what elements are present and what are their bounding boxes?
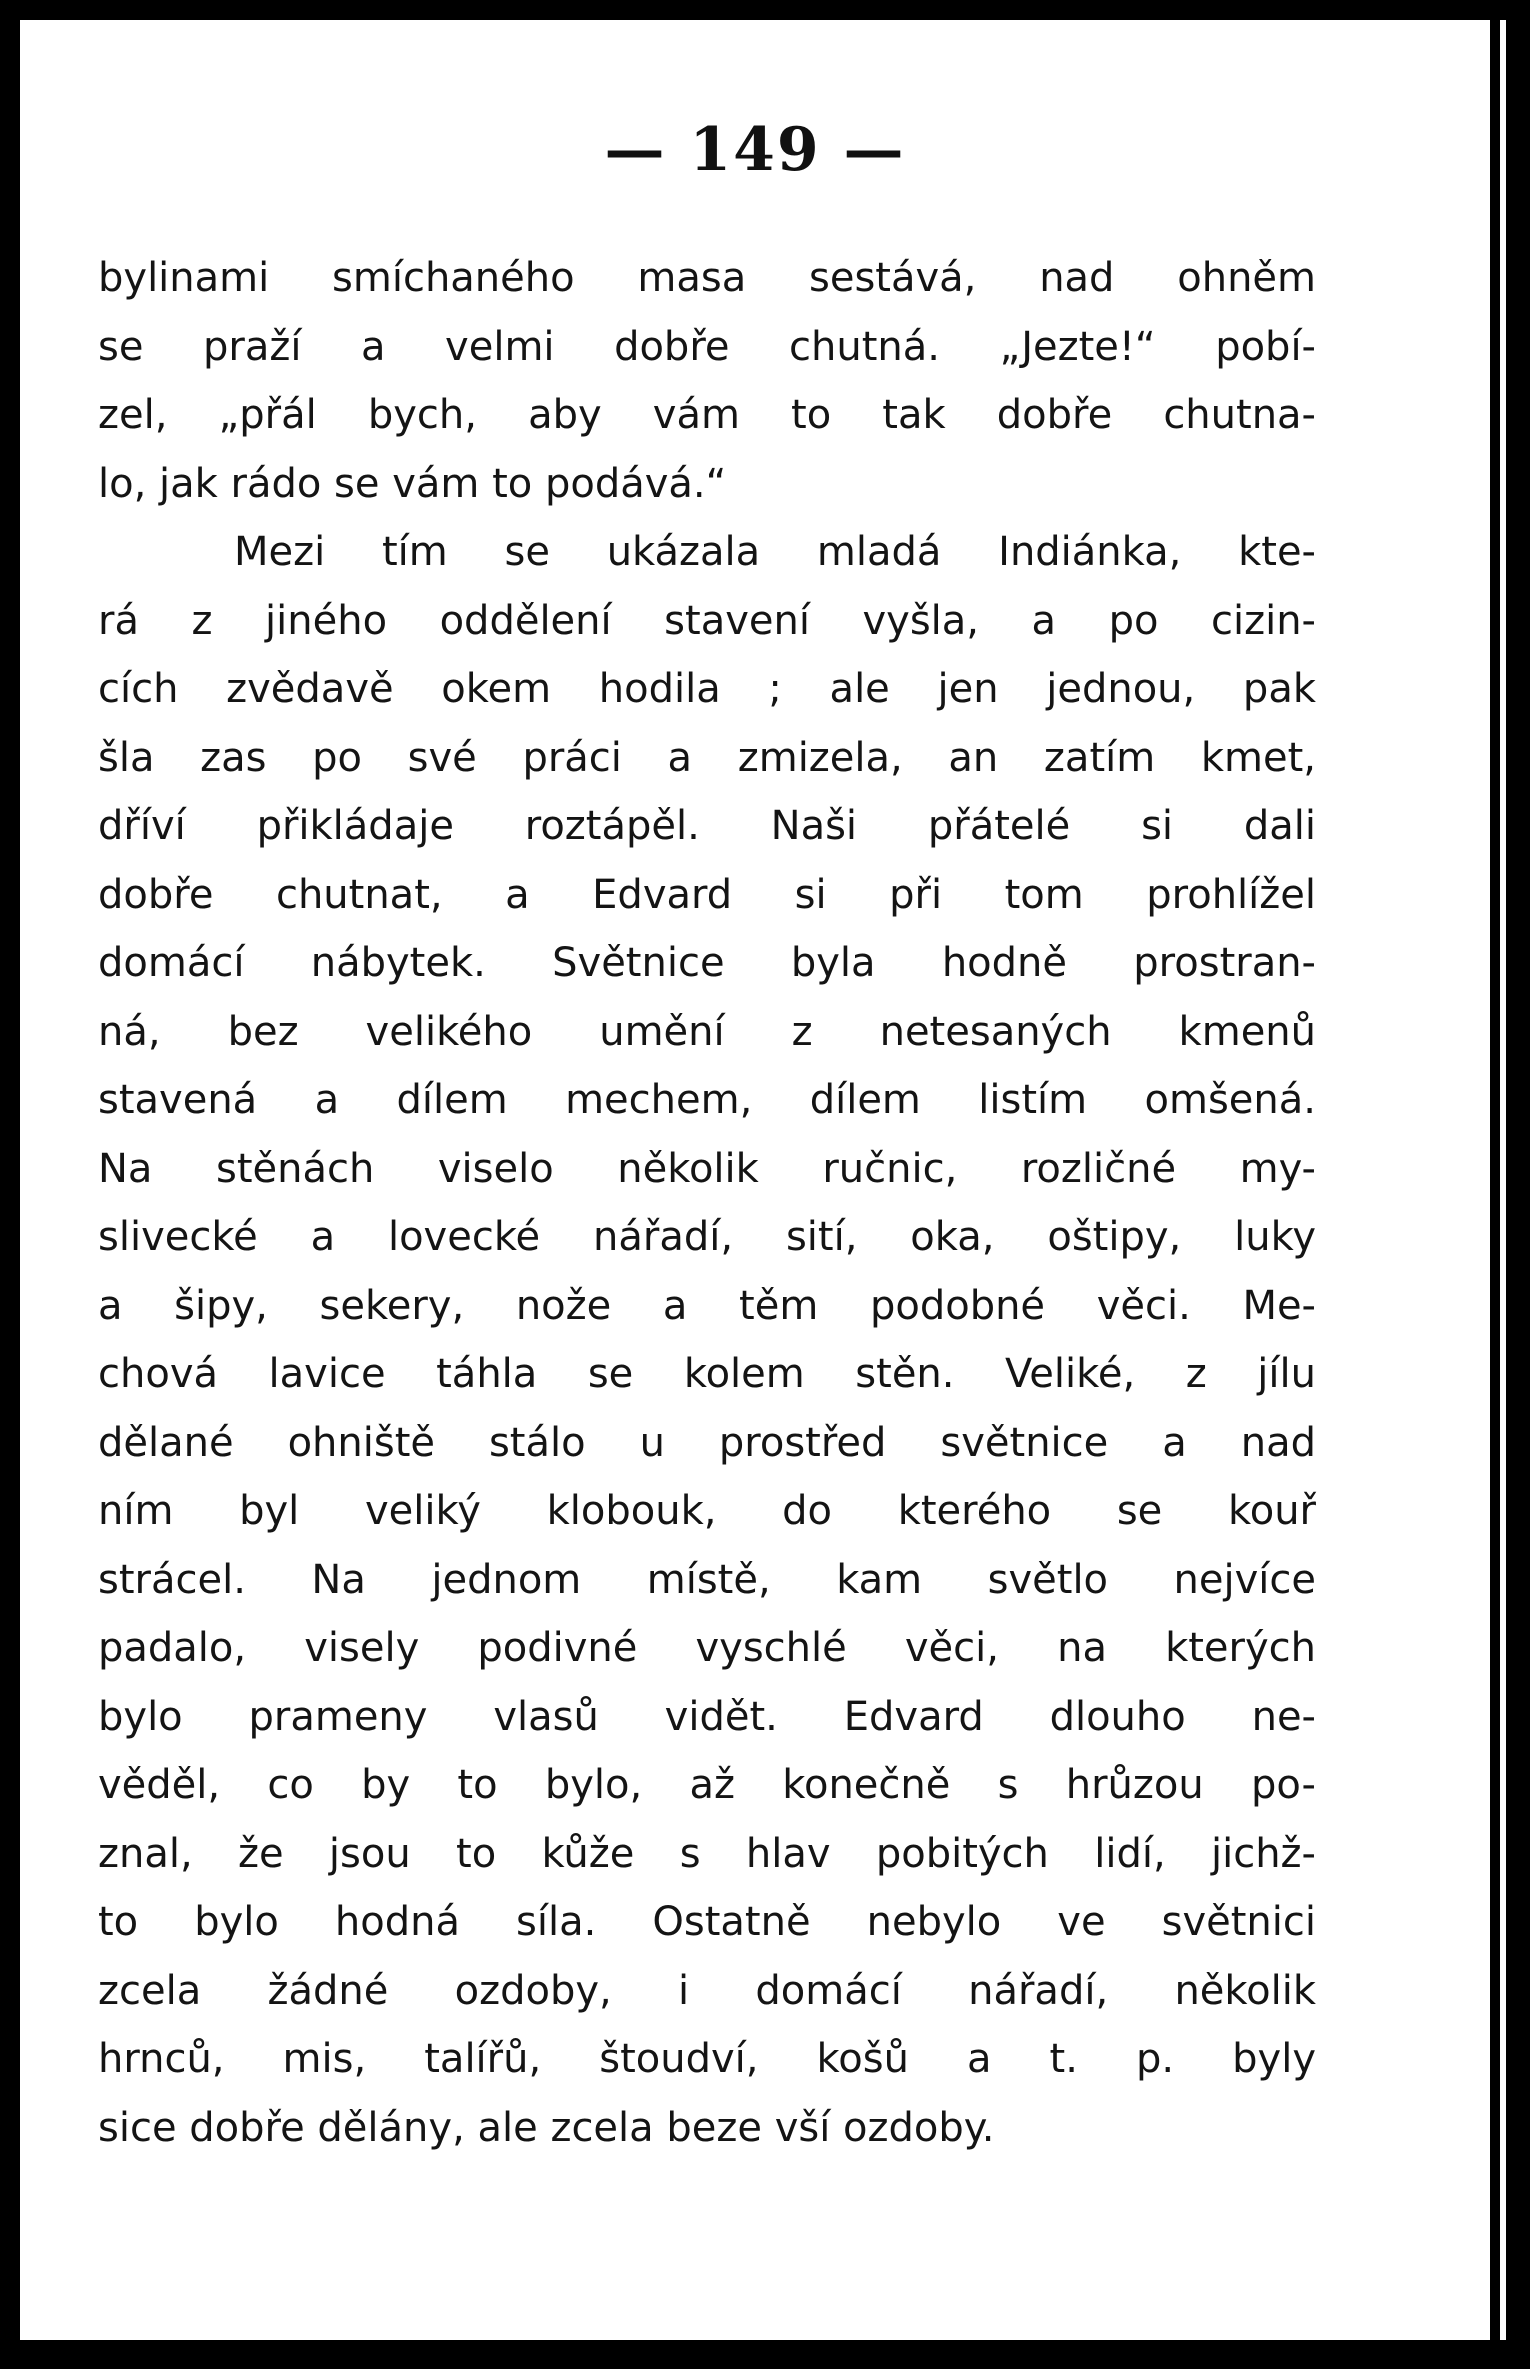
body-text <box>98 244 1316 2162</box>
text-line: rá z jiného oddělení stavení vyšla, a po cizin- <box>98 597 1316 644</box>
text-line: a šipy, sekery, nože a těm podobné věci. Me- <box>98 1282 1316 1329</box>
book-page <box>20 20 1490 2340</box>
text-line: bylinami smíchaného masa sestává, nad ohněm <box>98 255 1316 301</box>
text-line: to bylo hodná síla. Ostatně nebylo ve světnici <box>98 1899 1316 1945</box>
text-line: padalo, visely podivné vyschlé věci, na kterých <box>98 1625 1316 1671</box>
text-line: sice dobře dělány, ale zcela beze vší ozdoby. <box>98 2104 995 2151</box>
text-line: strácel. Na jednom místě, kam světlo nejvíce <box>98 1556 1316 1603</box>
scan-border <box>1490 0 1530 2369</box>
page-number: — 149 — <box>604 115 906 185</box>
text-line: zel, „přál bych, aby vám to tak dobře chutna- <box>98 392 1316 438</box>
text-line: znal, že jsou to kůže s hlav pobitých lidí, jichž- <box>98 1830 1316 1877</box>
text-line: se praží a velmi dobře chutná. „Jezte!“ pobí- <box>98 323 1316 370</box>
text-line: hrnců, mis, talířů, štoudví, košů a t. p. byly <box>98 2036 1316 2082</box>
text-line: dělané ohniště stálo u prostřed světnice a nad <box>98 1419 1316 1466</box>
scan-edge-strip <box>1500 20 1506 2340</box>
text-line: slivecké a lovecké nářadí, sití, oka, oštipy, luky <box>98 1214 1316 1260</box>
text-line: ná, bez velikého umění z netesaných kmenů <box>98 1008 1316 1055</box>
text-line: dříví přikládaje roztápěl. Naši přátelé si dali <box>98 803 1316 849</box>
text-line: Mezi tím se ukázala mladá Indiánka, kte- <box>234 529 1316 575</box>
text-line: domácí nábytek. Světnice byla hodně prostran- <box>98 940 1316 986</box>
text-line: zcela žádné ozdoby, i domácí nářadí, několik <box>98 1967 1316 2014</box>
text-line: stavená a dílem mechem, dílem listím omšená. <box>98 1077 1316 1123</box>
text-line: bylo prameny vlasů vidět. Edvard dlouho ne- <box>98 1693 1316 1740</box>
text-line: lo, jak rádo se vám to podává.“ <box>98 460 727 507</box>
text-line: dobře chutnat, a Edvard si při tom prohlížel <box>98 871 1316 918</box>
text-line: cích zvědavě okem hodila ; ale jen jednou, pak <box>98 666 1316 712</box>
text-line: chová lavice táhla se kolem stěn. Veliké, z jílu <box>98 1351 1316 1397</box>
text-line: Na stěnách viselo několik ručnic, rozličné my- <box>98 1145 1316 1192</box>
text-line: ním byl veliký klobouk, do kterého se kouř <box>98 1488 1316 1534</box>
text-line: věděl, co by to bylo, až konečně s hrůzou po- <box>98 1762 1316 1808</box>
text-line: šla zas po své práci a zmizela, an zatím kmet, <box>98 734 1316 781</box>
